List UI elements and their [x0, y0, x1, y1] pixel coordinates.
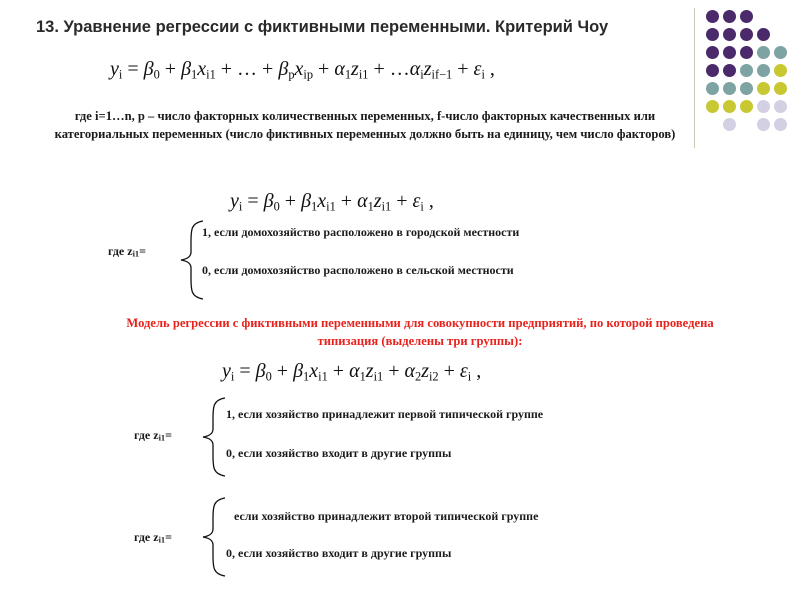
dot [774, 46, 787, 59]
dot [740, 46, 753, 59]
dot [706, 100, 719, 113]
dot [757, 64, 770, 77]
dot [757, 28, 770, 41]
dot [706, 82, 719, 95]
case-rural: 0, если домохозяйство расположено в сельской местности [202, 263, 514, 277]
case-other-groups: 0, если хозяйство входит в другие группы [226, 546, 452, 560]
dot [723, 100, 736, 113]
dot [723, 46, 736, 59]
dot [740, 82, 753, 95]
dot [723, 118, 736, 131]
dot [706, 28, 719, 41]
dot [774, 100, 787, 113]
dot [706, 10, 719, 23]
case-urban: 1, если домохозяйство расположено в городской местности [202, 225, 520, 239]
intro-paragraph: где i=1…n, p – число факторных количественных переменных, f-число факторных качественных или категориальных переменных (число фиктивных переменных должно быть на единицу, чем число факторов) [54, 109, 676, 141]
dummy-variable-label: где $z_{i1}=$ [134, 428, 172, 443]
dot [706, 46, 719, 59]
dot [723, 64, 736, 77]
dot [723, 10, 736, 23]
dot [774, 64, 787, 77]
section-heading: Модель регрессии с фиктивными переменными для совокупности предприятий, по которой проведена типизация (выделены три группы): [126, 316, 714, 348]
case-second-group: если хозяйство принадлежит второй типической группе [234, 509, 539, 523]
slide-title: 13. Уравнение регрессии с фиктивными переменными. Критерий Чоу [36, 18, 609, 36]
decorative-dot-grid [706, 10, 796, 130]
dot [774, 118, 787, 131]
dot [740, 28, 753, 41]
dot [706, 64, 719, 77]
case-first-group: 1, если хозяйство принадлежит первой типической группе [226, 407, 544, 421]
general-regression-equation: $y_i = \beta_0 + \beta_1x_{i1}$ + … + $\beta_px_{ip} + \alpha_1z_{i1}$ + $\dots\alpha_iz_{if-1} + \varepsilon_i$ , [110, 58, 495, 82]
dot [740, 10, 753, 23]
dot [774, 82, 787, 95]
left-brace [198, 495, 230, 579]
dummy-variable-label: где $z_{i1}=$ [134, 530, 172, 545]
dot [723, 28, 736, 41]
three-group-regression-equation: $y_i = \beta_0 + \beta_1x_{i1} + \alpha_1z_{i1} + \alpha_2z_{i2} + \varepsilon_i$ , [222, 360, 482, 384]
case-other-groups: 0, если хозяйство входит в другие группы [226, 446, 452, 460]
dot [740, 100, 753, 113]
dot [757, 100, 770, 113]
two-group-regression-equation: $y_i = \beta_0 + \beta_1x_{i1} + \alpha_1z_{i1} + \varepsilon_i$ , [230, 190, 434, 214]
dot [757, 118, 770, 131]
dot [723, 82, 736, 95]
dot [740, 64, 753, 77]
dot [757, 46, 770, 59]
dummy-variable-label: где $z_{i1}=$ [108, 244, 146, 259]
dot [757, 82, 770, 95]
decorative-divider [694, 8, 695, 148]
